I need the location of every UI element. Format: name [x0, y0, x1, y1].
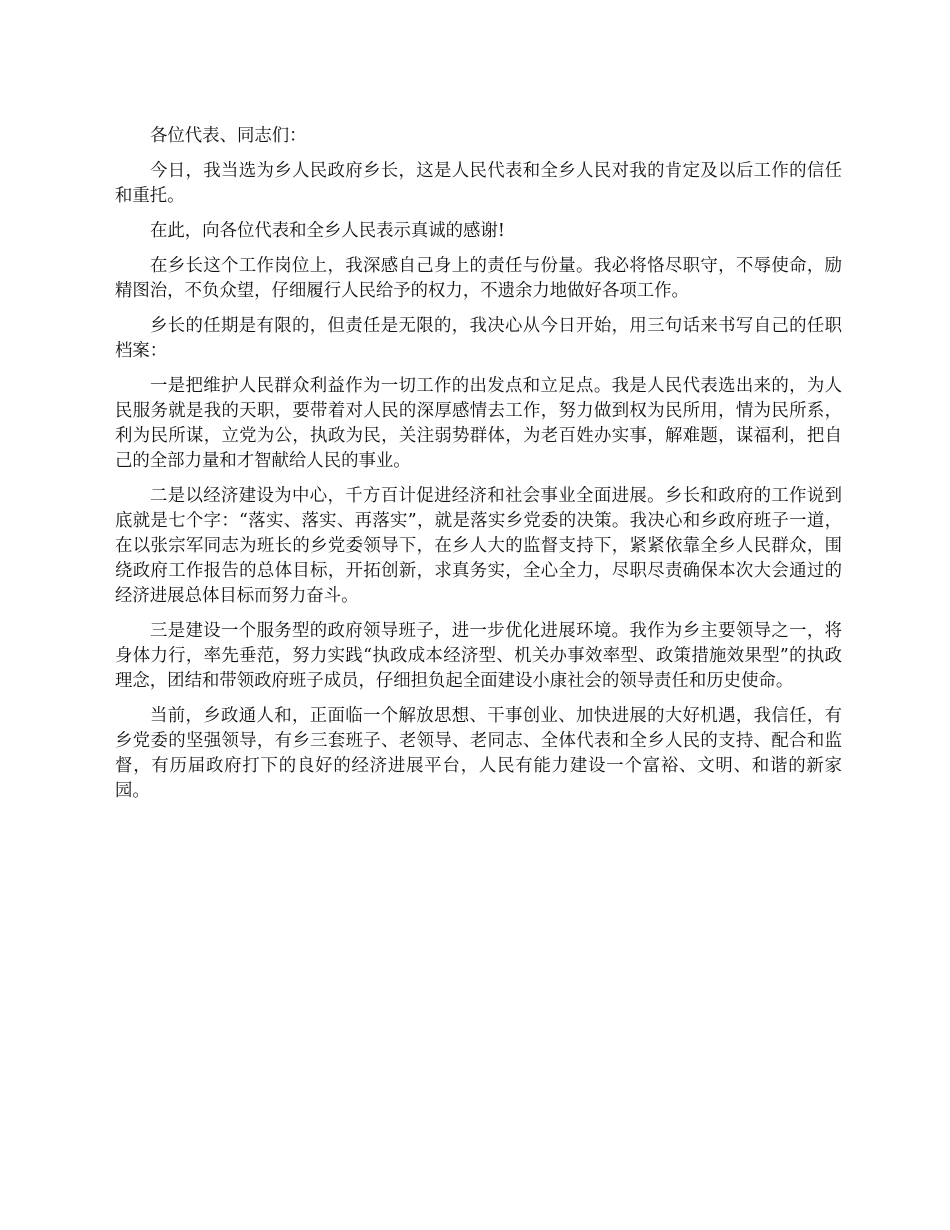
paragraph-responsibility: 在乡长这个工作岗位上，我深感自己身上的责任与份量。我必将恪尽职守，不辱使命，励精图治，不负众望，仔细履行人民给予的权力，不遗余力地做好各项工作。 [115, 256, 842, 301]
paragraph-closing: 当前，乡政通人和，正面临一个解放思想、干事创业、加快进展的大好机遇，我信任，有乡党委的坚强领导，有乡三套班子、老领导、老同志、全体代表和全乡人民的支持、配合和监督，有历届政府打下的良好的经济进展平台，人民有能力建设一个富裕、文明、和谐的新家园。 [115, 706, 842, 801]
paragraph-point-one: 一是把维护人民群众利益作为一切工作的出发点和立足点。我是人民代表选出来的，为人民服务就是我的天职，要带着对人民的深厚感情去工作，努力做到权为民所用，情为民所系，利为民所谋，立党为公，执政为民，关注弱势群体，为老百姓办实事，解难题，谋福利，把自己的全部力量和才智献给人民的事业。 [115, 376, 842, 471]
paragraph-salutation: 各位代表、同志们： [150, 126, 307, 146]
paragraph-elected: 今日，我当选为乡人民政府乡长，这是人民代表和全乡人民对我的肯定及以后工作的信任和重托。 [115, 161, 842, 206]
paragraph-point-three: 三是建设一个服务型的政府领导班子，进一步优化进展环境。我作为乡主要领导之一，将身体力行，率先垂范，努力实践“执政成本经济型、机关办事效率型、政策措施效果型”的执政理念，团结和带领政府班子成员，仔细担负起全面建设小康社会的领导责任和历史使命。 [115, 621, 842, 691]
paragraph-thanks: 在此，向各位代表和全乡人民表示真诚的感谢! [150, 221, 505, 241]
paragraph-term: 乡长的任期是有限的，但责任是无限的，我决心从今日开始，用三句话来书写自己的任职档案： [115, 316, 842, 361]
paragraph-point-two: 二是以经济建设为中心，千方百计促进经济和社会事业全面进展。乡长和政府的工作说到底就是七个字：“落实、落实、再落实”，就是落实乡党委的决策。我决心和乡政府班子一道，在以张宗军同志为班长的乡党委领导下，在乡人大的监督支持下，紧紧依靠全乡人民群众，围绕政府工作报告的总体目标，开拓创新，求真务实，全心全力，尽职尽责确保本次大会通过的经济进展总体目标而努力奋斗。 [115, 486, 842, 606]
document-body [115, 124, 842, 814]
